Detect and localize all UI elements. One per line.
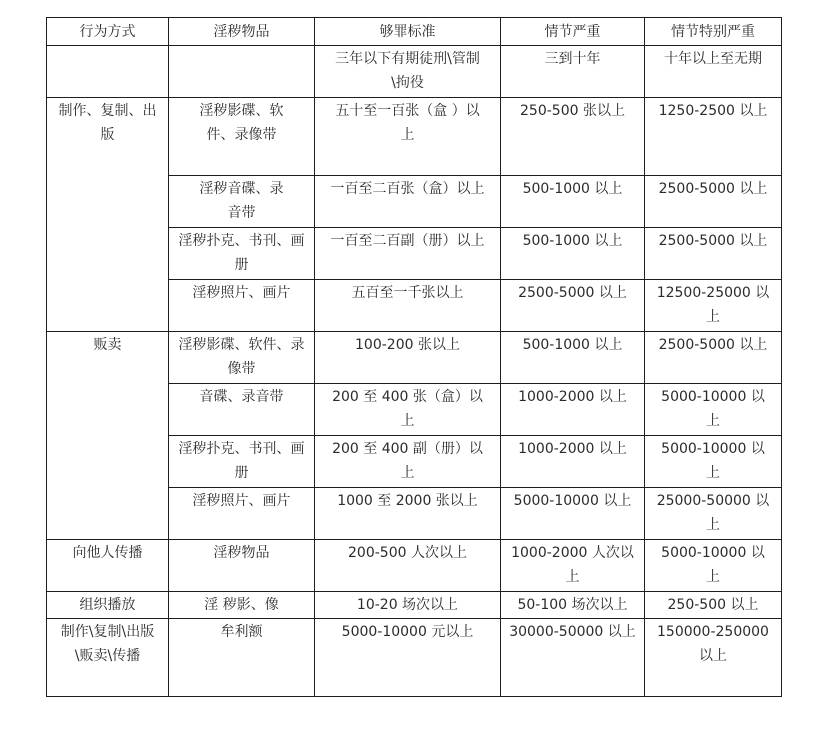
item-cell: 音碟、录音带 <box>169 384 315 436</box>
serious-cell: 250-500 张以上 <box>501 98 645 176</box>
especially-serious-cell: 2500-5000 以上 <box>645 176 782 228</box>
threshold-cell: 五十至一百张（盒 ）以上 <box>315 98 501 176</box>
criteria-table-container <box>46 17 782 697</box>
item-cell: 淫秽照片、画片 <box>169 280 315 332</box>
serious-cell: 5000-10000 以上 <box>501 488 645 540</box>
table-row <box>47 540 782 592</box>
header-cell-serious: 情节严重 <box>501 18 645 46</box>
serious-cell: 500-1000 以上 <box>501 332 645 384</box>
action-cell: 制作、复制、出版 <box>47 98 169 332</box>
threshold-cell: 五百至一千张以上 <box>315 280 501 332</box>
item-cell: 牟利额 <box>169 619 315 697</box>
serious-cell: 500-1000 以上 <box>501 228 645 280</box>
serious-cell: 1000-2000 人次以上 <box>501 540 645 592</box>
table-row <box>47 592 782 619</box>
serious-cell: 2500-5000 以上 <box>501 280 645 332</box>
serious-cell: 1000-2000 以上 <box>501 384 645 436</box>
especially-serious-cell: 12500-25000 以上 <box>645 280 782 332</box>
threshold-cell: 5000-10000 元以上 <box>315 619 501 697</box>
especially-serious-cell: 2500-5000 以上 <box>645 228 782 280</box>
header-row <box>47 18 782 46</box>
item-cell: 淫秽影碟、软件、录像带 <box>169 332 315 384</box>
sentencing-criteria-table <box>46 17 782 697</box>
action-cell: 贩卖 <box>47 332 169 540</box>
penalty-cell <box>47 46 169 98</box>
serious-cell: 1000-2000 以上 <box>501 436 645 488</box>
header-cell-threshold: 够罪标准 <box>315 18 501 46</box>
penalty-cell-especially-serious: 十年以上至无期 <box>645 46 782 98</box>
item-cell: 淫秽音碟、录音带 <box>169 176 315 228</box>
item-cell: 淫秽扑克、书刊、画册 <box>169 228 315 280</box>
threshold-cell: 一百至二百副（册）以上 <box>315 228 501 280</box>
penalty-cell-serious: 三到十年 <box>501 46 645 98</box>
table-row <box>47 619 782 697</box>
threshold-cell: 10-20 场次以上 <box>315 592 501 619</box>
threshold-cell: 200 至 400 副（册）以上 <box>315 436 501 488</box>
threshold-cell: 200-500 人次以上 <box>315 540 501 592</box>
item-cell: 淫秽扑克、书刊、画册 <box>169 436 315 488</box>
header-cell-item: 淫秽物品 <box>169 18 315 46</box>
penalty-row <box>47 46 782 98</box>
table-row <box>47 98 782 176</box>
penalty-cell-threshold: 三年以下有期徒刑\管制\拘役 <box>315 46 501 98</box>
action-cell: 制作\复制\出版\贩卖\传播 <box>47 619 169 697</box>
action-cell: 向他人传播 <box>47 540 169 592</box>
penalty-cell <box>169 46 315 98</box>
header-cell-especially-serious: 情节特别严重 <box>645 18 782 46</box>
item-cell: 淫秽物品 <box>169 540 315 592</box>
threshold-cell: 100-200 张以上 <box>315 332 501 384</box>
especially-serious-cell: 250-500 以上 <box>645 592 782 619</box>
item-cell: 淫秽照片、画片 <box>169 488 315 540</box>
header-cell-action: 行为方式 <box>47 18 169 46</box>
especially-serious-cell: 150000-250000 以上 <box>645 619 782 697</box>
threshold-cell: 一百至二百张（盒）以上 <box>315 176 501 228</box>
especially-serious-cell: 2500-5000 以上 <box>645 332 782 384</box>
especially-serious-cell: 25000-50000 以上 <box>645 488 782 540</box>
serious-cell: 500-1000 以上 <box>501 176 645 228</box>
action-cell: 组织播放 <box>47 592 169 619</box>
item-cell: 淫 秽影、像 <box>169 592 315 619</box>
especially-serious-cell: 5000-10000 以上 <box>645 540 782 592</box>
threshold-cell: 1000 至 2000 张以上 <box>315 488 501 540</box>
especially-serious-cell: 1250-2500 以上 <box>645 98 782 176</box>
serious-cell: 50-100 场次以上 <box>501 592 645 619</box>
table-row <box>47 332 782 384</box>
threshold-cell: 200 至 400 张（盒）以上 <box>315 384 501 436</box>
serious-cell: 30000-50000 以上 <box>501 619 645 697</box>
especially-serious-cell: 5000-10000 以上 <box>645 384 782 436</box>
item-cell: 淫秽影碟、软件、录像带 <box>169 98 315 176</box>
especially-serious-cell: 5000-10000 以上 <box>645 436 782 488</box>
